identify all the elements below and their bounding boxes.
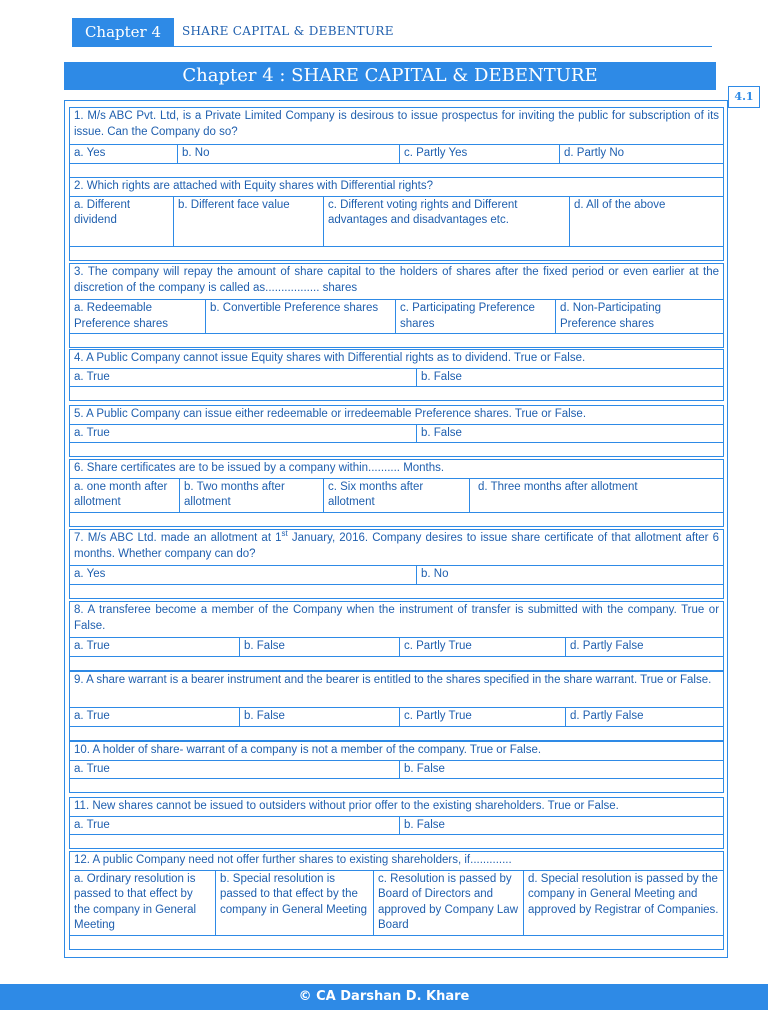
option-a[interactable]: a. True: [70, 816, 400, 835]
option-a[interactable]: a. Yes: [70, 566, 417, 585]
spacer-row: [70, 656, 724, 670]
chapter-tab: Chapter 4: [72, 18, 174, 46]
option-d[interactable]: d. Partly False: [566, 638, 724, 657]
question-2: [69, 177, 724, 261]
chapter-title-bar: Chapter 4 : SHARE CAPITAL & DEBENTURE: [64, 62, 716, 90]
spacer-row: [70, 334, 724, 348]
question-10: [69, 741, 724, 793]
option-c[interactable]: c. Partly True: [400, 708, 566, 727]
option-a[interactable]: a. True: [70, 708, 240, 727]
option-a[interactable]: a. True: [70, 638, 240, 657]
question-4: [69, 349, 724, 401]
option-c[interactable]: c. Resolution is passed by Board of Directors and approved by Company Law Board: [374, 870, 524, 935]
spacer-row: [70, 443, 724, 457]
question-text: 6. Share certificates are to be issued by a company within.......... Months.: [70, 460, 724, 479]
question-text: 9. A share warrant is a bearer instrument and the bearer is entitled to the shares specified in the share warrant. True or False.: [70, 672, 724, 708]
question-text: 1. M/s ABC Pvt. Ltd, is a Private Limited Company is desirous to issue prospectus for inviting the public for subscription of its issue. Can the Company do so?: [70, 108, 724, 145]
option-b[interactable]: b. False: [417, 368, 724, 387]
questions-frame: [64, 100, 728, 958]
option-d[interactable]: d. Three months after allotment: [470, 478, 724, 512]
option-b[interactable]: b. Convertible Preference shares: [206, 300, 396, 334]
option-c[interactable]: c. Partly True: [400, 638, 566, 657]
spacer-row: [70, 835, 724, 849]
question-8: [69, 601, 724, 671]
question-1: [69, 107, 724, 178]
spacer-row: [70, 512, 724, 526]
option-a[interactable]: a. True: [70, 368, 417, 387]
option-c[interactable]: c. Partly Yes: [400, 145, 560, 164]
option-d[interactable]: d. All of the above: [570, 196, 724, 246]
option-b[interactable]: b. False: [417, 424, 724, 443]
question-text: 12. A public Company need not offer further shares to existing shareholders, if.............: [70, 852, 724, 871]
option-d[interactable]: d. Special resolution is passed by the company in General Meeting and approved by Registrar of Companies.: [524, 870, 724, 935]
spacer-row: [70, 779, 724, 793]
option-c[interactable]: c. Six months after allotment: [324, 478, 470, 512]
question-11: [69, 797, 724, 849]
question-text: 10. A holder of share- warrant of a company is not a member of the company. True or False.: [70, 742, 724, 761]
option-a[interactable]: a. Different dividend: [70, 196, 174, 246]
ordinal-suffix: st: [281, 529, 288, 539]
option-a[interactable]: a. one month after allotment: [70, 478, 180, 512]
option-c[interactable]: c. Different voting rights and Different advantages and disadvantages etc.: [324, 196, 570, 246]
question-text-end: January, 2016. Company desires to issue share certificate of that allotment after 6 months. Whether company can do?: [74, 532, 720, 560]
option-a[interactable]: a. Yes: [70, 145, 178, 164]
question-3: [69, 263, 724, 348]
option-b[interactable]: b. False: [240, 638, 400, 657]
question-5: [69, 405, 724, 457]
question-text-start: 7. M/s ABC Ltd. made an allotment at 1: [74, 532, 282, 544]
question-text: [70, 530, 724, 566]
option-b[interactable]: b. Two months after allotment: [180, 478, 324, 512]
option-a[interactable]: a. Redeemable Preference shares: [70, 300, 206, 334]
option-a[interactable]: a. True: [70, 424, 417, 443]
option-d[interactable]: d. Partly False: [566, 708, 724, 727]
question-6: [69, 459, 724, 527]
option-b[interactable]: b. No: [178, 145, 400, 164]
question-text: 4. A Public Company cannot issue Equity shares with Differential rights as to dividend. True or False.: [70, 350, 724, 369]
spacer-row: [70, 935, 724, 949]
question-text: 5. A Public Company can issue either redeemable or irredeemable Preference shares. True or False.: [70, 406, 724, 425]
running-title: SHARE CAPITAL & DEBENTURE: [182, 24, 394, 38]
question-text: 11. New shares cannot be issued to outsiders without prior offer to the existing shareholders. True or False.: [70, 798, 724, 817]
header-rule: [72, 46, 712, 47]
option-c[interactable]: c. Participating Preference shares: [396, 300, 556, 334]
page-number-badge: 4.1: [728, 86, 760, 108]
question-text: 2. Which rights are attached with Equity shares with Differential rights?: [70, 178, 724, 197]
question-12: [69, 851, 724, 950]
spacer-row: [70, 163, 724, 177]
question-text: 3. The company will repay the amount of share capital to the holders of shares after the fixed period or even earlier at the discretion of the company is called as................. shares: [70, 264, 724, 300]
question-7: [69, 529, 724, 599]
option-b[interactable]: b. False: [400, 760, 724, 779]
option-a[interactable]: a. Ordinary resolution is passed to that effect by the company in General Meeting: [70, 870, 216, 935]
option-b[interactable]: b. Different face value: [174, 196, 324, 246]
option-b[interactable]: b. False: [240, 708, 400, 727]
spacer-row: [70, 387, 724, 401]
question-text: 8. A transferee become a member of the Company when the instrument of transfer is submitted with the company. True or False.: [70, 602, 724, 638]
question-9: [69, 671, 724, 741]
copyright-footer: © CA Darshan D. Khare: [0, 984, 768, 1010]
option-b[interactable]: b. No: [417, 566, 724, 585]
spacer-row: [70, 246, 724, 260]
spacer-row: [70, 726, 724, 740]
spacer-row: [70, 584, 724, 598]
option-b[interactable]: b. Special resolution is passed to that effect by the company in General Meeting: [216, 870, 374, 935]
option-a[interactable]: a. True: [70, 760, 400, 779]
option-d[interactable]: d. Partly No: [560, 145, 724, 164]
option-d[interactable]: d. Non-Participating Preference shares: [556, 300, 724, 334]
option-b[interactable]: b. False: [400, 816, 724, 835]
